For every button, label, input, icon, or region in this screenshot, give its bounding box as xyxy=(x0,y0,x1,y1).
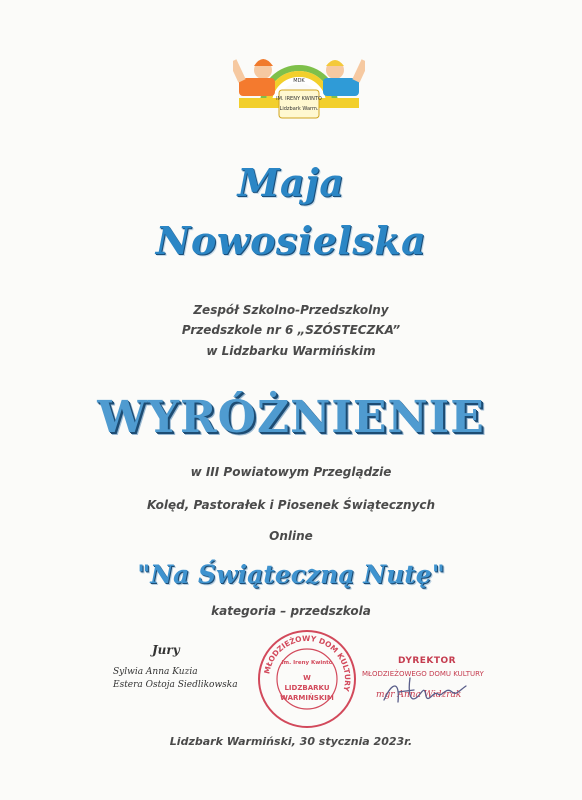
stamp-line-1: W xyxy=(303,674,311,682)
competition-line-3: Online xyxy=(269,529,313,543)
competition-line-2: Kolęd, Pastorałek i Piosenek Świątecznych xyxy=(146,498,436,512)
recipient-last-name: Nowosielska xyxy=(155,218,427,263)
category-label: kategoria – przedszkola xyxy=(211,604,371,618)
competition-line-1: w III Powiatowym Przeglądzie xyxy=(190,465,392,479)
school-line-1: Zespół Szkolno-Przedszkolny xyxy=(193,303,389,317)
logo-banner-text: IM. IRENY KWINTO xyxy=(276,96,322,102)
director-name: mgr Anna Widzrak xyxy=(376,690,462,700)
jury-member-1: Sylwia Anna Kuzia xyxy=(113,667,198,677)
director-signature xyxy=(380,672,470,712)
logo-city-text: Lidzbark Warm. xyxy=(279,106,319,112)
official-stamp xyxy=(256,628,358,730)
director-organization: MŁODZIEŻOWEGO DOMU KULTURY xyxy=(362,670,484,678)
place-date: Lidzbark Warmiński, 30 stycznia 2023r. xyxy=(169,735,413,748)
director-label: DYREKTOR xyxy=(398,656,457,666)
logo-arc-text: MDK xyxy=(293,78,305,84)
school-line-3: w Lidzbarku Warmińskim xyxy=(206,344,376,358)
jury-heading: Jury xyxy=(152,643,180,657)
stamp-line-3: WARMIŃSKIM xyxy=(280,694,334,702)
event-title: "Na Świąteczną Nutę" xyxy=(137,560,445,589)
stamp-line-2: LIDZBARKU xyxy=(284,684,330,692)
jury-member-2: Estera Ostoja Siedlikowska xyxy=(113,680,238,690)
school-line-2: Przedszkole nr 6 „SZÓSTECZKA” xyxy=(181,323,401,337)
stamp-ring-text: MŁODZIEŻOWY DOM KULTURY xyxy=(262,633,353,693)
mdk-logo xyxy=(233,42,365,122)
recipient-first-name: Maja xyxy=(237,160,345,205)
award-title: WYRÓŻNIENIE xyxy=(97,392,485,443)
stamp-patron: im. Ireny Kwinto xyxy=(281,660,333,666)
